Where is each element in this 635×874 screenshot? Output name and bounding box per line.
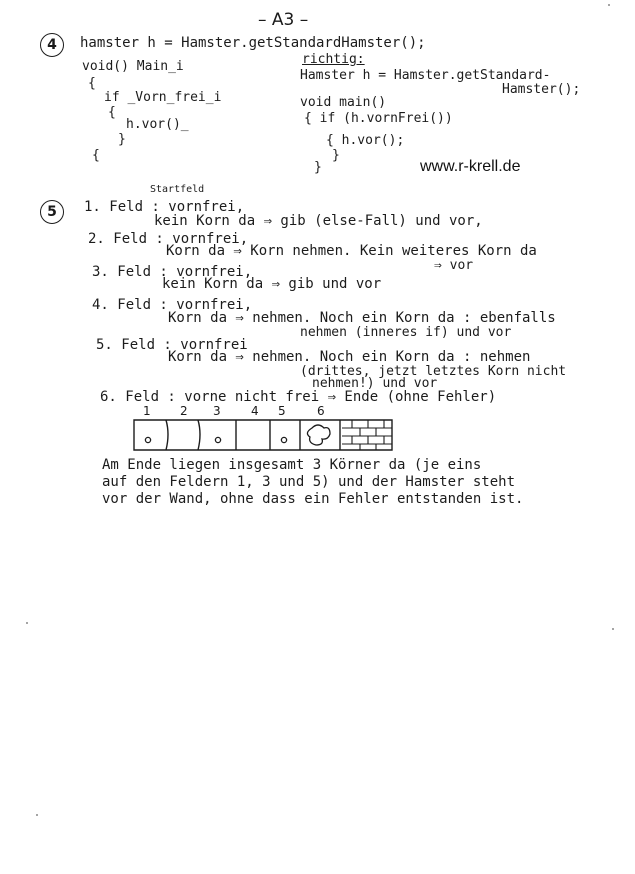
code-right-line-3: void main() xyxy=(300,95,387,110)
row-2-b: Korn da ⇒ Korn nehmen. Kein weiteres Korn da xyxy=(166,243,537,259)
website-url: www.r-krell.de xyxy=(420,158,521,175)
code-left-line-6: } xyxy=(118,132,126,147)
code-left-line-5: h.vor()_ xyxy=(126,117,189,132)
row-2-a: 2. Feld : vornfrei, xyxy=(88,231,249,247)
row-4-c: nehmen (inneres if) und vor xyxy=(300,325,512,340)
code-right-line-5: { h.vor(); xyxy=(326,133,405,148)
scan-speck xyxy=(612,628,614,630)
grid-divider-2 xyxy=(198,420,200,450)
conclusion-line-3: vor der Wand, ohne dass ein Fehler entstanden ist. xyxy=(102,491,524,507)
startfeld-annotation: Startfeld xyxy=(150,184,205,195)
code-right-line-4: { if (h.vornFrei()) xyxy=(304,111,453,126)
code-left-line-4: { xyxy=(108,105,116,120)
task-5-number: 5 xyxy=(40,200,64,224)
hamster-field-grid xyxy=(130,416,396,456)
scan-speck xyxy=(608,4,610,6)
row-3-a: 3. Feld : vornfrei, xyxy=(92,264,253,280)
correct-heading: richtig: xyxy=(302,52,365,67)
grid-divider-1 xyxy=(166,420,168,450)
row-5-d: nehmen!) und vor xyxy=(312,376,438,391)
grain-icon xyxy=(281,437,286,442)
code-left-line-7: { xyxy=(92,148,100,163)
grid-outline xyxy=(134,420,392,450)
row-5-a: 5. Feld : vornfrei xyxy=(96,337,248,353)
wall-icon xyxy=(342,420,392,450)
row-6-a: 6. Feld : vorne nicht frei ⇒ Ende (ohne Fehler) xyxy=(100,389,497,405)
code-left-line-3: if _Vorn_frei_i xyxy=(104,90,222,105)
row-3-b: kein Korn da ⇒ gib und vor xyxy=(162,276,382,292)
conclusion-line-2: auf den Feldern 1, 3 und 5) und der Hamster steht xyxy=(102,474,516,490)
code-left-line-1: void() Main_i xyxy=(82,59,184,74)
row-5-b: Korn da ⇒ nehmen. Noch ein Korn da : nehmen xyxy=(168,349,531,365)
row-1-a: 1. Feld : vornfrei, xyxy=(84,199,245,215)
row-2-c: ⇒ vor xyxy=(434,258,474,273)
task-4-number: 4 xyxy=(40,33,64,57)
code-left-line-2: { xyxy=(88,76,96,91)
cell-label-6: 6 xyxy=(317,404,325,418)
code-right-line-2: Hamster(); xyxy=(502,82,581,97)
code-right-line-7: } xyxy=(314,160,322,175)
cell-label-5: 5 xyxy=(278,404,286,418)
code-right-line-1: Hamster h = Hamster.getStandard- xyxy=(300,68,551,83)
grain-icon xyxy=(215,437,220,442)
cell-label-3: 3 xyxy=(213,404,221,418)
page-title: – A3 – xyxy=(258,10,309,30)
row-5-c: (drittes, jetzt letztes Korn nicht xyxy=(300,364,567,379)
grain-icon xyxy=(145,437,150,442)
scan-speck xyxy=(36,814,38,816)
row-4-a: 4. Feld : vornfrei, xyxy=(92,297,253,313)
scan-speck xyxy=(26,622,28,624)
row-4-b: Korn da ⇒ nehmen. Noch ein Korn da : ebenfalls xyxy=(168,310,556,326)
code-right-line-6: } xyxy=(332,148,340,163)
hamster-icon xyxy=(307,425,330,445)
cell-label-4: 4 xyxy=(251,404,259,418)
row-1-b: kein Korn da ⇒ gib (else-Fall) und vor, xyxy=(154,213,483,229)
task-4-line1: hamster h = Hamster.getStandardHamster(); xyxy=(80,35,426,51)
conclusion-line-1: Am Ende liegen insgesamt 3 Körner da (je eins xyxy=(102,457,482,473)
cell-label-1: 1 xyxy=(143,404,151,418)
cell-label-2: 2 xyxy=(180,404,188,418)
